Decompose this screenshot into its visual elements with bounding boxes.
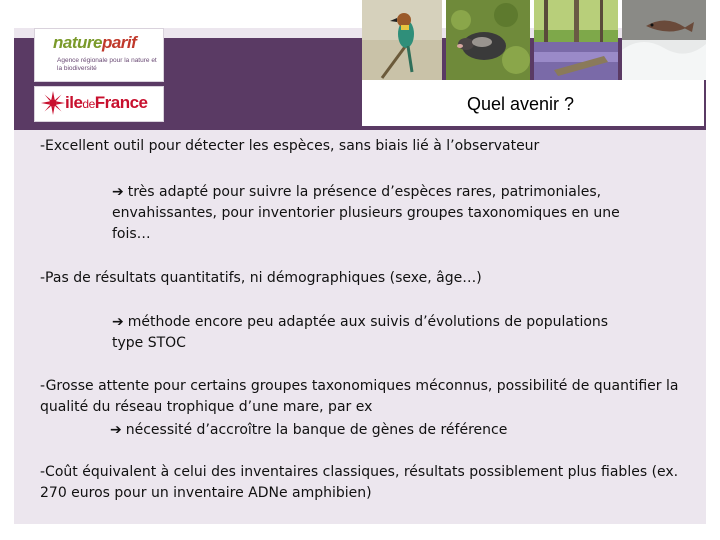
- bee-eater-photo: [362, 0, 442, 80]
- naturparif-logo: [34, 28, 164, 82]
- subpoint-1-text: très adapté pour suivre la présence d’espèces rares, patrimoniales, envahissantes, pour inventorier plusieurs groupes taxonomiques en une fois…: [112, 184, 620, 242]
- point-3: -Grosse attente pour certains groupes taxonomiques méconnus, possibilité de quantifier la qualité du réseau trophique d’une mare, par ex: [40, 378, 679, 415]
- iledefrance-wordmark: [65, 93, 148, 113]
- point-1: -Excellent outil pour détecter les espèces, sans biais lié à l’observateur: [40, 138, 540, 154]
- naturparif-name: [53, 33, 136, 53]
- bluebell-forest-photo: [534, 0, 618, 80]
- idf-name-part2: de: [82, 97, 95, 111]
- subpoint-1: [112, 182, 632, 245]
- sunburst-icon: [41, 91, 65, 115]
- arrow-icon: ➔: [110, 422, 122, 438]
- idf-name-part3: France: [94, 93, 148, 112]
- header-photos: [360, 0, 706, 80]
- naturparif-name-part2: parif: [101, 33, 137, 52]
- iledefrance-logo: [34, 86, 164, 122]
- title-box: [360, 80, 706, 128]
- arrow-icon: ➔: [112, 184, 124, 200]
- subpoint-3: [40, 420, 700, 441]
- subpoint-3-text: nécessité d’accroître la banque de gènes de référence: [125, 422, 508, 438]
- idf-name-part1: ile: [65, 93, 83, 112]
- subpoint-2: [112, 312, 632, 354]
- point-2: -Pas de résultats quantitatifs, ni démographiques (sexe, âge…): [40, 270, 482, 286]
- slide-title: Quel avenir ?: [466, 94, 574, 114]
- naturparif-name-part1: nature: [53, 33, 102, 52]
- arrow-icon: ➔: [112, 314, 124, 330]
- naturparif-tagline: Agence régionale pour la nature et la biodiversité: [57, 57, 157, 72]
- mole-photo: [446, 0, 530, 80]
- subpoint-2-text: méthode encore peu adaptée aux suivis d’évolutions de populations type STOC: [112, 314, 609, 351]
- salmon-photo: [622, 0, 706, 80]
- point-4: -Coût équivalent à celui des inventaires classiques, résultats possiblement plus fiables (ex. 270 euros pour un inventaire ADNe amphibien): [40, 464, 679, 501]
